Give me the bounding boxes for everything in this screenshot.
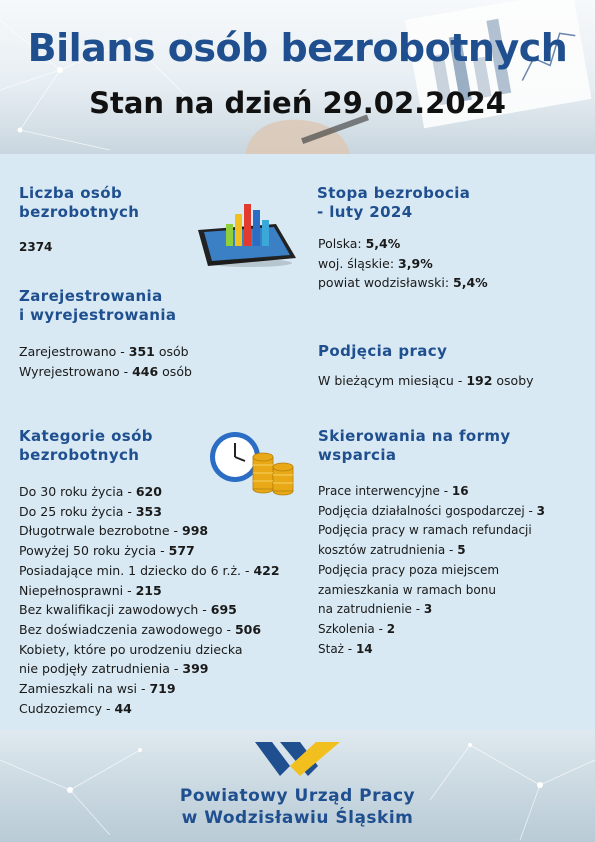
jobs-heading: Podjęcia pracy xyxy=(318,342,448,360)
date-subtitle: Stan na dzień 29.02.2024 xyxy=(89,86,506,120)
category-item: Niepełnosprawni - 215 xyxy=(19,582,162,598)
categories-list xyxy=(19,482,280,718)
rate-list xyxy=(318,234,488,293)
category-item: Do 30 roku życia - 620 xyxy=(19,484,162,499)
registrations-heading-line2: i wyrejestrowania xyxy=(19,306,177,324)
referral-item: zamieszkania w ramach bonu xyxy=(318,582,496,597)
rate-item: woj. śląskie: 3,9% xyxy=(318,255,433,271)
referral-item: kosztów zatrudnienia - 5 xyxy=(318,543,466,558)
footer-banner xyxy=(0,730,595,842)
header-banner xyxy=(0,0,595,154)
registrations-heading xyxy=(19,287,176,325)
referral-item: Podjęcia działalności gospodarczej - 3 xyxy=(318,503,545,518)
rate-item: powiat wodzisławski: 5,4% xyxy=(318,275,488,291)
categories-heading xyxy=(19,427,153,465)
rate-heading-line1: Stopa bezrobocia xyxy=(317,184,471,202)
category-item: Cudzoziemcy - 44 xyxy=(19,700,132,716)
referral-item: Prace interwencyjne - 16 xyxy=(318,484,469,498)
category-item: Kobiety, które po urodzeniu dziecka xyxy=(19,641,243,657)
unemployed-total-value: 2374 xyxy=(19,240,53,254)
category-item: nie podjęły zatrudnienia - 399 xyxy=(19,661,209,677)
referrals-heading-line2: wsparcia xyxy=(318,446,397,464)
category-item: Bez doświadczenia zawodowego - 506 xyxy=(19,621,262,637)
count-heading xyxy=(19,184,139,222)
category-item: Do 25 roku życia - 353 xyxy=(19,503,162,519)
referrals-heading-line1: Skierowania na formy xyxy=(318,427,511,445)
registrations-list xyxy=(19,342,192,381)
jobs-item: W bieżącym miesiącu - 192 osoby xyxy=(318,373,534,388)
registration-item: Zarejestrowano - 351 osób xyxy=(19,344,189,359)
rate-heading xyxy=(317,184,470,222)
rate-heading-line2: - luty 2024 xyxy=(317,203,413,221)
category-item: Bez kwalifikacji zawodowych - 695 xyxy=(19,602,237,618)
organization-name-line1: Powiatowy Urząd Pracy xyxy=(179,786,416,806)
categories-heading-line2: bezrobotnych xyxy=(19,446,140,464)
referral-item: Podjęcia pracy poza miejscem xyxy=(318,562,500,577)
category-item: Powyżej 50 roku życia - 577 xyxy=(19,543,195,559)
category-item: Posiadające min. 1 dziecko do 6 r.ż. - 422 xyxy=(19,562,280,578)
header-background-graphic xyxy=(0,0,595,154)
referral-item: Podjęcia pracy w ramach refundacji xyxy=(318,523,532,538)
referral-item: na zatrudnienie - 3 xyxy=(318,602,433,617)
referral-item: Szkolenia - 2 xyxy=(318,621,396,636)
category-item: Zamieszkali na wsi - 719 xyxy=(19,681,176,697)
registration-item: Wyrejestrowano - 446 osób xyxy=(19,363,192,379)
organization-name-line2: w Wodzisławiu Śląskim xyxy=(181,808,414,828)
count-heading-line2: bezrobotnych xyxy=(19,203,140,221)
referrals-list xyxy=(318,482,545,659)
categories-heading-line1: Kategorie osób xyxy=(19,427,153,445)
tablet-chart-icon xyxy=(190,200,300,270)
count-heading-line1: Liczba osób xyxy=(19,184,123,202)
main-title: Bilans osób bezrobotnych xyxy=(27,26,568,70)
referrals-heading xyxy=(318,427,511,465)
referral-item: Staż - 14 xyxy=(318,641,373,656)
rate-item: Polska: 5,4% xyxy=(318,236,401,251)
pup-logo-icon xyxy=(255,742,340,776)
registrations-heading-line1: Zarejestrowania xyxy=(19,287,163,305)
category-item: Długotrwale bezrobotne - 998 xyxy=(19,523,209,539)
